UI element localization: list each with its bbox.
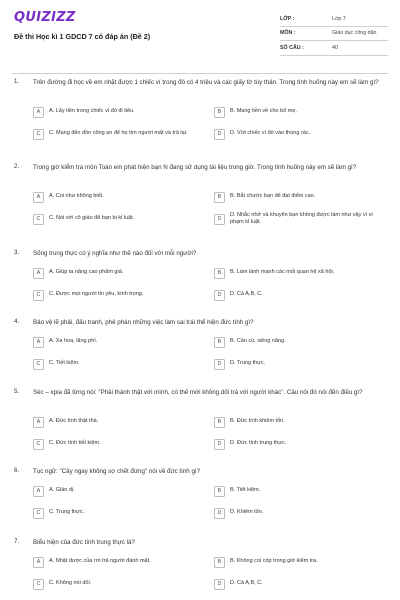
answer-letter-box: C bbox=[33, 439, 44, 450]
question-text: Tục ngữ: "Cây ngay không sợ chết đứng" nói về đức tính gì? bbox=[33, 468, 201, 475]
answer-letter-box: C bbox=[33, 129, 44, 140]
meta-row-subject bbox=[280, 27, 388, 42]
answer-text: C. Không nói dối. bbox=[49, 580, 92, 587]
answer-letter-box: A bbox=[33, 557, 44, 568]
question-number: 6. bbox=[14, 467, 20, 474]
answer-letter-box: A bbox=[33, 337, 44, 348]
answer-text: B. Đức tính khiêm tốn. bbox=[230, 418, 285, 425]
answer-option-d[interactable] bbox=[214, 288, 384, 302]
answer-option-c[interactable] bbox=[33, 437, 198, 451]
answer-letter-box: C bbox=[33, 508, 44, 519]
answer-text: D. Đức tính trung thực. bbox=[230, 440, 287, 447]
answer-option-a[interactable] bbox=[33, 484, 198, 498]
answer-option-c[interactable] bbox=[33, 357, 198, 371]
answer-option-b[interactable] bbox=[214, 415, 384, 429]
answer-option-d[interactable] bbox=[214, 506, 384, 520]
answer-text: D. Nhắc nhở và khuyên bạn không được làm như vậy vì vi phạm kỉ luật. bbox=[230, 211, 373, 225]
answer-text: A. Nhặt được của rơi trả người đánh mất. bbox=[49, 558, 151, 565]
meta-label: MÔN : bbox=[280, 30, 296, 37]
answer-letter-box: B bbox=[214, 192, 225, 203]
answer-option-c[interactable] bbox=[33, 127, 198, 141]
answer-option-c[interactable] bbox=[33, 577, 198, 591]
answer-letter-box: D bbox=[214, 290, 225, 301]
answer-text: D. Trung thực. bbox=[230, 360, 266, 367]
question-text: Trên đường đi học về em nhặt được 1 chiếc ví trong đó có 4 triệu và các giấy tờ tùy thân. Trong tình huống này em sẽ làm gì? bbox=[33, 79, 379, 86]
answer-letter-box: D bbox=[214, 579, 225, 590]
answer-option-a[interactable] bbox=[33, 190, 198, 204]
header-divider bbox=[12, 73, 388, 74]
answer-letter-box: A bbox=[33, 417, 44, 428]
answer-letter-box: C bbox=[33, 579, 44, 590]
meta-label: LỚP : bbox=[280, 15, 295, 22]
answer-option-d[interactable] bbox=[214, 577, 384, 591]
page-header bbox=[0, 0, 400, 65]
answer-letter-box: A bbox=[33, 107, 44, 118]
question-text: Trong giờ kiểm tra môn Toán em phát hiện bạn N đang sử dụng tài liệu trong giờ. Trong tình huống này em sẽ làm gì? bbox=[33, 164, 357, 171]
question-text: Séc – xpia đã từng nói: "Phải thành thật với mình, có thế mới không dối trá với người khác". Câu nói đó nói đến điều gì? bbox=[33, 389, 363, 396]
answer-letter-box: A bbox=[33, 268, 44, 279]
answer-letter-box: B bbox=[214, 486, 225, 497]
question-number: 3. bbox=[14, 249, 20, 256]
meta-value: Lớp 7 bbox=[332, 15, 346, 22]
answer-letter-box: D bbox=[214, 214, 225, 225]
answer-text: A. Lấy tiền trong chiếc ví đó đi tiêu. bbox=[49, 108, 135, 115]
question-number: 5. bbox=[14, 388, 20, 395]
document-title: Đề thi Học kì 1 GDCD 7 có đáp án (Đề 2) bbox=[14, 32, 151, 41]
answer-letter-box: A bbox=[33, 486, 44, 497]
answer-option-d[interactable] bbox=[214, 212, 384, 226]
question-text: Bảo vệ lẽ phải, đấu tranh, phê phán những việc làm sai trái thể hiện đức tính gì? bbox=[33, 319, 254, 326]
answer-option-d[interactable] bbox=[214, 127, 384, 141]
answer-text: A. Giản dị. bbox=[49, 487, 75, 494]
answer-text: C. Trung thực. bbox=[49, 509, 85, 516]
answer-option-d[interactable] bbox=[214, 437, 384, 451]
answer-text: B. Mang tiền về cho bố mẹ. bbox=[230, 108, 297, 115]
meta-value: Giáo dục công dân bbox=[332, 30, 377, 37]
answer-text: C. Đức tính tiết kiệm. bbox=[49, 440, 101, 447]
answer-letter-box: B bbox=[214, 417, 225, 428]
answer-option-a[interactable] bbox=[33, 105, 198, 119]
answer-text: C. Mang đến đồn công an để họ tìm người mất và trả lại. bbox=[49, 130, 188, 137]
question-number: 2. bbox=[14, 163, 20, 170]
answer-text: C. Tiết kiệm. bbox=[49, 360, 80, 367]
answer-letter-box: D bbox=[214, 508, 225, 519]
answer-text: B. Không coi cóp trong giờ kiểm tra. bbox=[230, 558, 318, 565]
answer-option-a[interactable] bbox=[33, 555, 198, 569]
meta-row-class bbox=[280, 12, 388, 27]
answer-letter-box: D bbox=[214, 359, 225, 370]
answer-text: C. Được mọi người tin yêu, kính trọng. bbox=[49, 291, 144, 298]
answer-option-b[interactable] bbox=[214, 555, 384, 569]
answer-letter-box: B bbox=[214, 557, 225, 568]
question-number: 4. bbox=[14, 318, 20, 325]
quizizz-logo: QUIZIZZ bbox=[14, 10, 76, 25]
answer-text: A. Xa hoa, lãng phí. bbox=[49, 338, 98, 345]
answer-text: A. Coi như không biết. bbox=[49, 193, 104, 200]
answer-option-d[interactable] bbox=[214, 357, 384, 371]
answer-option-b[interactable] bbox=[214, 484, 384, 498]
answer-text: A. Đức tính thật thà. bbox=[49, 418, 99, 425]
answer-text: B. Bắt chước bạn để đạt điểm cao. bbox=[230, 193, 316, 200]
document-meta-table bbox=[280, 12, 388, 56]
answer-text: B. Làm lành mạnh các mối quan hệ xã hội. bbox=[230, 269, 335, 276]
answer-option-b[interactable] bbox=[214, 266, 384, 280]
answer-text: B. Cần cù, siêng năng. bbox=[230, 338, 286, 345]
answer-option-a[interactable] bbox=[33, 415, 198, 429]
answer-letter-box: B bbox=[214, 337, 225, 348]
question-text: Biểu hiện của đức tính trung thực là? bbox=[33, 539, 135, 546]
answer-option-a[interactable] bbox=[33, 266, 198, 280]
answer-letter-box: B bbox=[214, 107, 225, 118]
answer-letter-box: D bbox=[214, 129, 225, 140]
answer-letter-box: C bbox=[33, 290, 44, 301]
meta-value: 40 bbox=[332, 44, 338, 51]
question-number: 7. bbox=[14, 538, 20, 545]
question-number: 1. bbox=[14, 78, 20, 85]
answer-letter-box: B bbox=[214, 268, 225, 279]
answer-option-c[interactable] bbox=[33, 288, 198, 302]
answer-letter-box: D bbox=[214, 439, 225, 450]
answer-option-a[interactable] bbox=[33, 335, 198, 349]
answer-letter-box: C bbox=[33, 214, 44, 225]
answer-text: D. Khiêm tốn. bbox=[230, 509, 264, 516]
meta-label: SỐ CÂU : bbox=[280, 44, 304, 51]
answer-text: A. Giúp ta nâng cao phẩm giá. bbox=[49, 269, 124, 276]
answer-text: D. Vứt chiếc ví đó vào thùng rác. bbox=[230, 130, 311, 137]
answer-text: D. Cả A,B, C. bbox=[230, 291, 263, 298]
answer-letter-box: C bbox=[33, 359, 44, 370]
answer-option-c[interactable] bbox=[33, 212, 198, 226]
answer-option-b[interactable] bbox=[214, 335, 384, 349]
answer-option-b[interactable] bbox=[214, 190, 384, 204]
answer-option-c[interactable] bbox=[33, 506, 198, 520]
answer-text: B. Tiết kiệm. bbox=[230, 487, 261, 494]
answer-option-b[interactable] bbox=[214, 105, 384, 119]
answer-text: D. Cả A,B, C. bbox=[230, 580, 263, 587]
meta-row-question-count bbox=[280, 41, 388, 56]
answer-text: C. Nói với cô giáo để bạn bị kỉ luật. bbox=[49, 215, 135, 222]
answer-letter-box: A bbox=[33, 192, 44, 203]
question-text: Sống trung thực có ý nghĩa như thế nào đối với mỗi người? bbox=[33, 250, 197, 257]
